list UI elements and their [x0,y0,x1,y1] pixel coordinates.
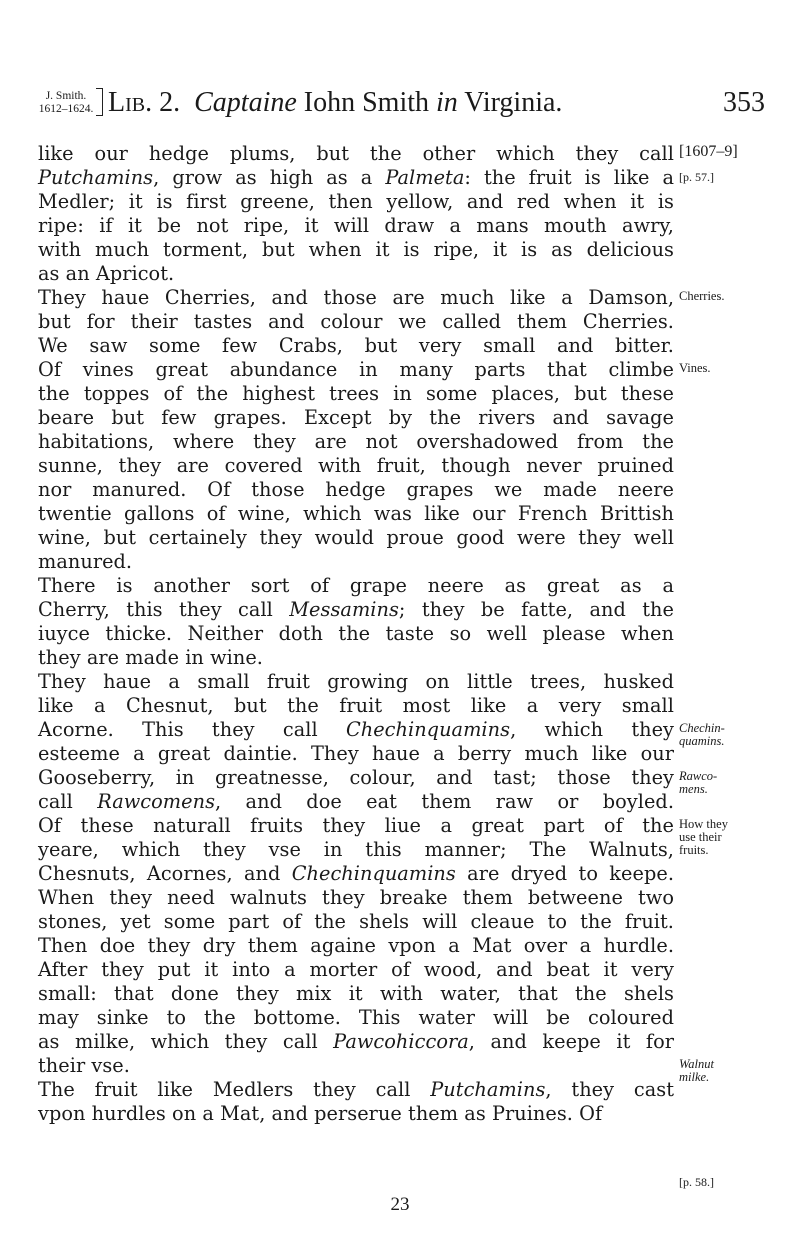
text-segment: They haue a small fruit growing on little trees, husked [38,670,674,693]
text-segment: vpon hurdles on a Mat, and perserue them as Pruines. Of [38,1102,603,1125]
text-line [38,838,674,862]
text-segment: ripe: if it be not ripe, it will draw a mans mouth awry, [38,214,674,237]
text-line [38,814,674,838]
header-title [108,86,562,120]
text-segment: like our hedge plums, but the other which they call [38,142,674,165]
text-segment: , and keepe it for [468,1030,675,1053]
margin-note-cherries: Cherries. [679,289,725,303]
text-segment: Chesnuts, Acornes, and [38,862,292,885]
header-note-line-2: 1612–1624. [38,103,94,115]
header-bracket [96,88,103,116]
header-book: Lib. 2. [108,87,181,118]
margin-date-range: [1607–9] [679,143,738,160]
running-header [38,86,778,132]
text-segment: their vse. [38,1054,130,1077]
text-line [38,1078,674,1102]
text-segment: ; they be fatte, and the [398,598,674,621]
text-segment: habitations, where they are not overshadowed from the [38,430,674,453]
text-line [38,358,674,382]
text-line [38,790,674,814]
header-in: in [436,87,458,118]
text-segment: The fruit like Medlers they call [38,1078,431,1101]
text-line [38,1006,674,1030]
text-segment: There is another sort of grape neere as great as a [38,574,674,597]
margin-note-chechin-line-2: quamins. [679,734,725,748]
margin-note-walnut-line-1: Walnut [679,1057,714,1071]
text-line [38,574,674,598]
italic-term: Putchamins [38,166,154,189]
margin-note-rawcomens [679,770,717,796]
text-line [38,238,674,262]
margin-note-how-line-1: How they [679,817,728,831]
text-line [38,718,674,742]
text-segment: : the fruit is like a [464,166,674,189]
margin-note-chechin-line-1: Chechin- [679,721,725,735]
text-line [38,454,674,478]
text-line [38,310,674,334]
text-segment: call [38,790,98,813]
text-segment: they are made in wine. [38,646,263,669]
text-line [38,286,674,310]
text-segment: as an Apricot. [38,262,175,285]
text-segment: wine, but certainely they would proue good were they well [38,526,674,549]
text-segment: nor manured. Of those hedge grapes we made neere [38,478,674,501]
text-segment: are dryed to keepe. [455,862,674,885]
text-segment: , which they [510,718,674,741]
italic-term: Pawcohiccora [333,1030,469,1053]
text-line [38,694,674,718]
italic-term: Palmeta [385,166,465,189]
text-line [38,862,674,886]
header-note-line-1: J. Smith. [45,90,87,102]
text-line [38,886,674,910]
text-segment: the toppes of the highest trees in some places, but these [38,382,674,405]
margin-page-ref-58: [p. 58.] [679,1175,714,1189]
text-line [38,142,674,166]
header-virginia: Virginia. [464,87,563,118]
header-side-note [38,90,94,116]
text-line [38,166,674,190]
text-segment: Acorne. This they call [38,718,346,741]
text-segment: , grow as high as a [153,166,386,189]
text-line [38,958,674,982]
margin-note-chechinquamins [679,722,725,748]
margin-note-rawco-line-2: mens. [679,782,708,796]
text-segment: yeare, which they vse in this manner; The Walnuts, [38,838,674,861]
text-segment: , and doe eat them raw or boyled. [215,790,674,813]
text-segment: Of these naturall fruits they liue a great part of the [38,814,674,837]
text-segment: sunne, they are covered with fruit, though never pruined [38,454,674,477]
text-line [38,598,674,622]
text-line [38,1102,674,1126]
text-segment: Medler; it is first greene, then yellow, and red when it is [38,190,674,213]
margin-page-ref-57: [p. 57.] [679,170,714,184]
margin-note-how-line-3: fruits. [679,843,709,857]
header-captaine: Captaine [194,87,297,118]
text-line [38,406,674,430]
text-line [38,646,674,670]
text-line [38,526,674,550]
italic-term: Messamins [289,598,399,621]
text-segment: twentie gallons of wine, which was like our French Brittish [38,502,674,525]
text-segment: We saw some few Crabs, but very small and bitter. [38,334,674,357]
margin-note-walnut-milke [679,1058,714,1084]
text-segment: iuyce thicke. Neither doth the taste so well please when [38,622,674,645]
text-line [38,190,674,214]
text-segment: like a Chesnut, but the fruit most like a very small [38,694,674,717]
italic-term: Rawcomens [97,790,216,813]
text-line [38,670,674,694]
text-segment: Of vines great abundance in many parts that climbe [38,358,674,381]
text-segment: After they put it into a morter of wood, and beat it very [38,958,674,981]
header-author: Iohn Smith [303,87,430,118]
italic-term: Chechinquamins [345,718,511,741]
margin-note-rawco-line-1: Rawco- [679,769,718,783]
italic-term: Putchamins [430,1078,546,1101]
margin-note-walnut-line-2: milke. [679,1070,710,1084]
text-segment: Gooseberry, in greatnesse, colour, and tast; those they [38,766,674,789]
text-line [38,214,674,238]
text-line [38,766,674,790]
signature-mark: 23 [390,1194,410,1215]
text-line [38,742,674,766]
text-line [38,502,674,526]
text-line [38,430,674,454]
text-segment: esteeme a great daintie. They haue a berry much like our [38,742,674,765]
text-segment: with much torment, but when it is ripe, it is as delicious [38,238,674,261]
text-line [38,1030,674,1054]
text-segment: as milke, which they call [38,1030,334,1053]
text-segment: may sinke to the bottome. This water will be coloured [38,1006,674,1029]
text-line [38,982,674,1006]
margin-note-how-they-use [679,818,728,857]
text-line [38,262,674,286]
text-line [38,622,674,646]
margin-note-vines: Vines. [679,361,711,375]
text-segment: They haue Cherries, and those are much like a Damson, [38,286,674,309]
text-segment: but for their tastes and colour we called them Cherries. [38,310,674,333]
text-segment: beare but few grapes. Except by the rivers and savage [38,406,674,429]
italic-term: Chechinquamins [291,862,456,885]
text-segment: When they need walnuts they breake them betweene two [38,886,674,909]
text-segment: manured. [38,550,133,573]
margin-note-how-line-2: use their [679,830,722,844]
text-line [38,934,674,958]
page-number: 353 [723,87,765,118]
text-segment: Then doe they dry them againe vpon a Mat over a hurdle. [38,934,674,957]
text-line [38,334,674,358]
text-segment: , they cast [545,1078,675,1101]
text-line [38,1054,674,1078]
text-segment: Cherry, this they call [38,598,290,621]
text-line [38,550,674,574]
text-line [38,478,674,502]
text-segment: stones, yet some part of the shels will cleaue to the fruit. [38,910,674,933]
body-text [38,142,674,1126]
text-segment: small: that done they mix it with water, that the shels [38,982,674,1005]
text-line [38,382,674,406]
text-line [38,910,674,934]
